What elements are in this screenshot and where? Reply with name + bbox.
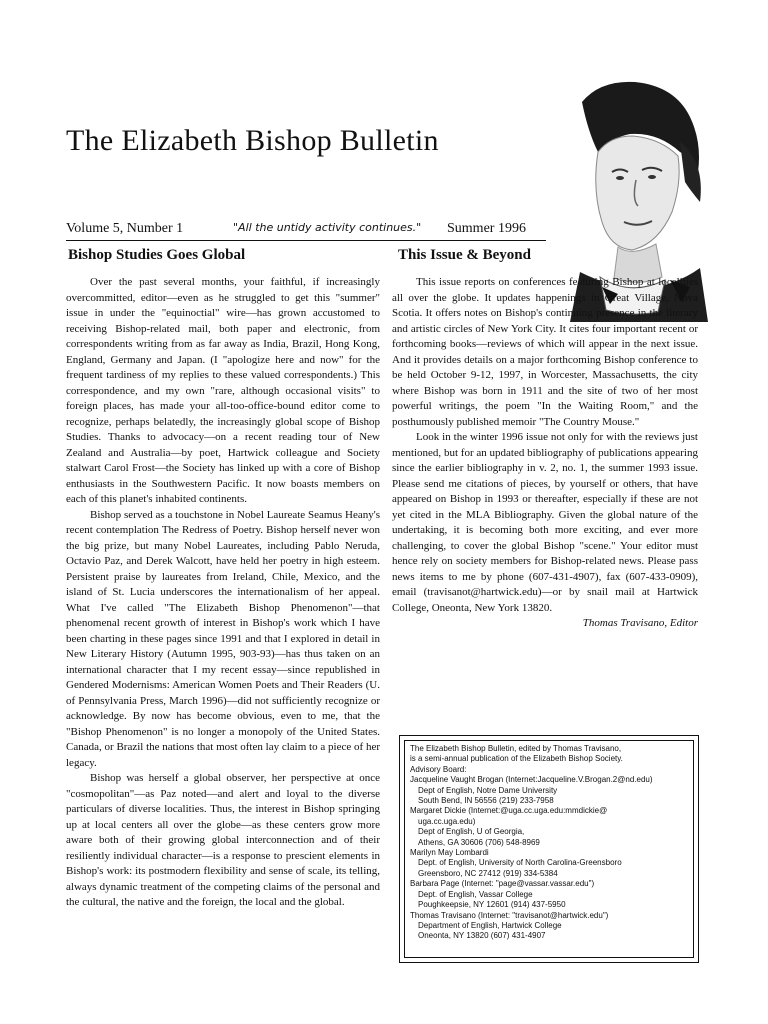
advisory-board-text bbox=[404, 740, 694, 958]
right-paragraph: Look in the winter 1996 issue not only for with the reviews just mentioned, but for an updated bibliography of publications appearing since the earlier bibliography in v. 2, no. 1, the summer 1993 issue. Please send me citations of pieces, by yourself or others, that have appeared on Bishop in 1993 or thereafter, especially if these are not yet cited in the MLA Bibliography. Given the global nature of the undertaking, it is becoming both more exciting, and ever more challenging, to cover the global Bishop "scene." Your editor must hence rely on society members for Bishop-related news. Please pass news items to me by phone (607-431-4907), fax (607-433-0909), email (travisanot@hartwick.edu)—or by snail mail at Hartwick College, Oneonta, New York 13820. bbox=[392, 431, 698, 614]
board-line: Margaret Dickie (Internet:@uga.cc.uga.edu:mmdickie@ bbox=[410, 806, 608, 816]
bulletin-title: The Elizabeth Bishop Bulletin bbox=[66, 124, 439, 157]
board-line: uga.cc.uga.edu) bbox=[418, 816, 476, 826]
board-line: Marilyn May Lombardi bbox=[410, 848, 489, 858]
board-line: Department of English, Hartwick College bbox=[418, 920, 562, 930]
left-paragraph: Bishop was herself a global observer, her perspective at once "cosmopolitan"—as Paz noted—and alert and loyal to the diverse particulars of diverse localities. Thus, the interest in Bishop springing up at local centers all over the globe—as these centers grow more aware both of their growing global interconnection and of their resiliently individual character—is a response to prescient elements in Bishop's work: its postmodern flexibility and sense of scale, its telling, always dynamic treatment of the competing claims of the personal and the cultural, the native and the foreign, the local and the global. bbox=[66, 772, 380, 908]
board-line: Oneonta, NY 13820 (607) 431-4907 bbox=[418, 931, 546, 941]
board-line: Dept. of English, Vassar College bbox=[418, 889, 533, 899]
right-paragraph: This issue reports on conferences featuring Bishop at localities all over the globe. It updates happenings in Great Village, Nova Scotia. It offers notes on Bishop's continuing presence in the literary and artistic circles of New York City. It cites four important recent or forthcoming books—reviews of which will appear in the next issue. And it provides details on a major forthcoming Bishop conference to be held October 9-12, 1997, in Worcester, Massachusetts, the city where Bishop was born in 1911 and the site of two of her most powerful writings, the poem "In the Waiting Room," and the posthumously published memoir "The Country Mouse." bbox=[392, 276, 698, 428]
board-line: Greensboro, NC 27412 (919) 334-5384 bbox=[418, 868, 558, 878]
board-line: Advisory Board: bbox=[410, 764, 467, 774]
board-line: Dept. of English, University of North Carolina-Greensboro bbox=[418, 858, 622, 868]
board-line: Dept of English, U of Georgia, bbox=[418, 827, 525, 837]
left-paragraph: Bishop served as a touchstone in Nobel Laureate Seamus Heany's recent contemplation The Redress of Poetry. Bishop herself never won the big prize, but many Nobel Laureates, including Pablo Neruda, Octavio Paz, and Derek Walcott, have held her poetry in high esteem. Persistent praise by laureates from Ireland, Chile, Mexico, and the island of St. Lucia underscores the internationalism of her appeal. What I've called "The Elizabeth Bishop Phenomenon"—that phenomenal recent growth of interest in Bishop's work which I have been charting in these pages since 1991 and that I explored in detail in New Literary History (Autumn 1995, 903-93)—has thus taken on an international character that I my recent essay—since republished in Gendered Modernisms: American Women Poets and Their Readers (U. of Pennsylvania Press, March 1996)—did not sufficiently recognize or acknowledge. By now has become obvious, even to me, that the "Bishop Phenomenon" is no longer a monopoly of the United States. Canada, or Brazil the nations that most often lay claim to a piece of her legacy. bbox=[66, 508, 380, 769]
volume-number: Volume 5, Number 1 bbox=[66, 221, 184, 236]
right-article-body bbox=[392, 275, 698, 632]
board-line: Athens, GA 30606 (706) 548-8969 bbox=[418, 837, 540, 847]
board-line: is a semi-annual publication of the Elizabeth Bishop Society. bbox=[410, 754, 623, 764]
board-line: Dept of English, Notre Dame University bbox=[418, 785, 558, 795]
advisory-board-box bbox=[399, 735, 699, 963]
board-line: The Elizabeth Bishop Bulletin, edited by Thomas Travisano, bbox=[410, 744, 622, 753]
masthead-rule bbox=[66, 240, 546, 241]
right-article-heading: This Issue & Beyond bbox=[398, 247, 531, 263]
left-paragraph: Over the past several months, your faithful, if increasingly overcommitted, editor—even as he struggled to get this "summer" issue in under the "equinoctial" wire—has grown accustomed to receiving Bishop-related mail, both paper and electronic, from correspondents writing from as far away as India, Brazil, Hong Kong, England, Germany and Japan. (I "apologize here and now" for the frequent tardiness of my replies to these valued correspondents.) This correspondence, and my own "rare, although occasional visits" to foreign places, has made your all-too-office-bound editor come to recognize, perhaps belatedly, the increasingly global scope of Bishop Studies. Thanks to advocacy—on a recent reading tour of New Zealand and Australia—by poet, Hartwick colleague and Society stalwart Carol Frost—the Society has linked up with a core of Bishop enthusiasts in the Southwestern Pacific. It now boasts members on each of this planet's inhabited continents. bbox=[66, 276, 380, 505]
editor-signature: Thomas Travisano, Editor bbox=[582, 617, 698, 629]
left-article-heading: Bishop Studies Goes Global bbox=[68, 247, 246, 263]
board-line: Jacqueline Vaught Brogan (Internet:Jacqueline.V.Brogan.2@nd.edu) bbox=[410, 775, 653, 785]
board-line: Barbara Page (Internet: "page@vassar.vassar.edu") bbox=[410, 879, 595, 889]
board-line: South Bend, IN 56556 (219) 233-7958 bbox=[418, 796, 554, 806]
board-line: Poughkeepsie, NY 12601 (914) 437-5950 bbox=[418, 900, 566, 910]
board-line: Thomas Travisano (Internet: "travisanot@hartwick.edu") bbox=[410, 910, 609, 920]
issue-season: Summer 1996 bbox=[447, 221, 526, 236]
left-article-body bbox=[66, 275, 380, 911]
bulletin-motto: "All the untidy activity continues." bbox=[233, 221, 422, 234]
